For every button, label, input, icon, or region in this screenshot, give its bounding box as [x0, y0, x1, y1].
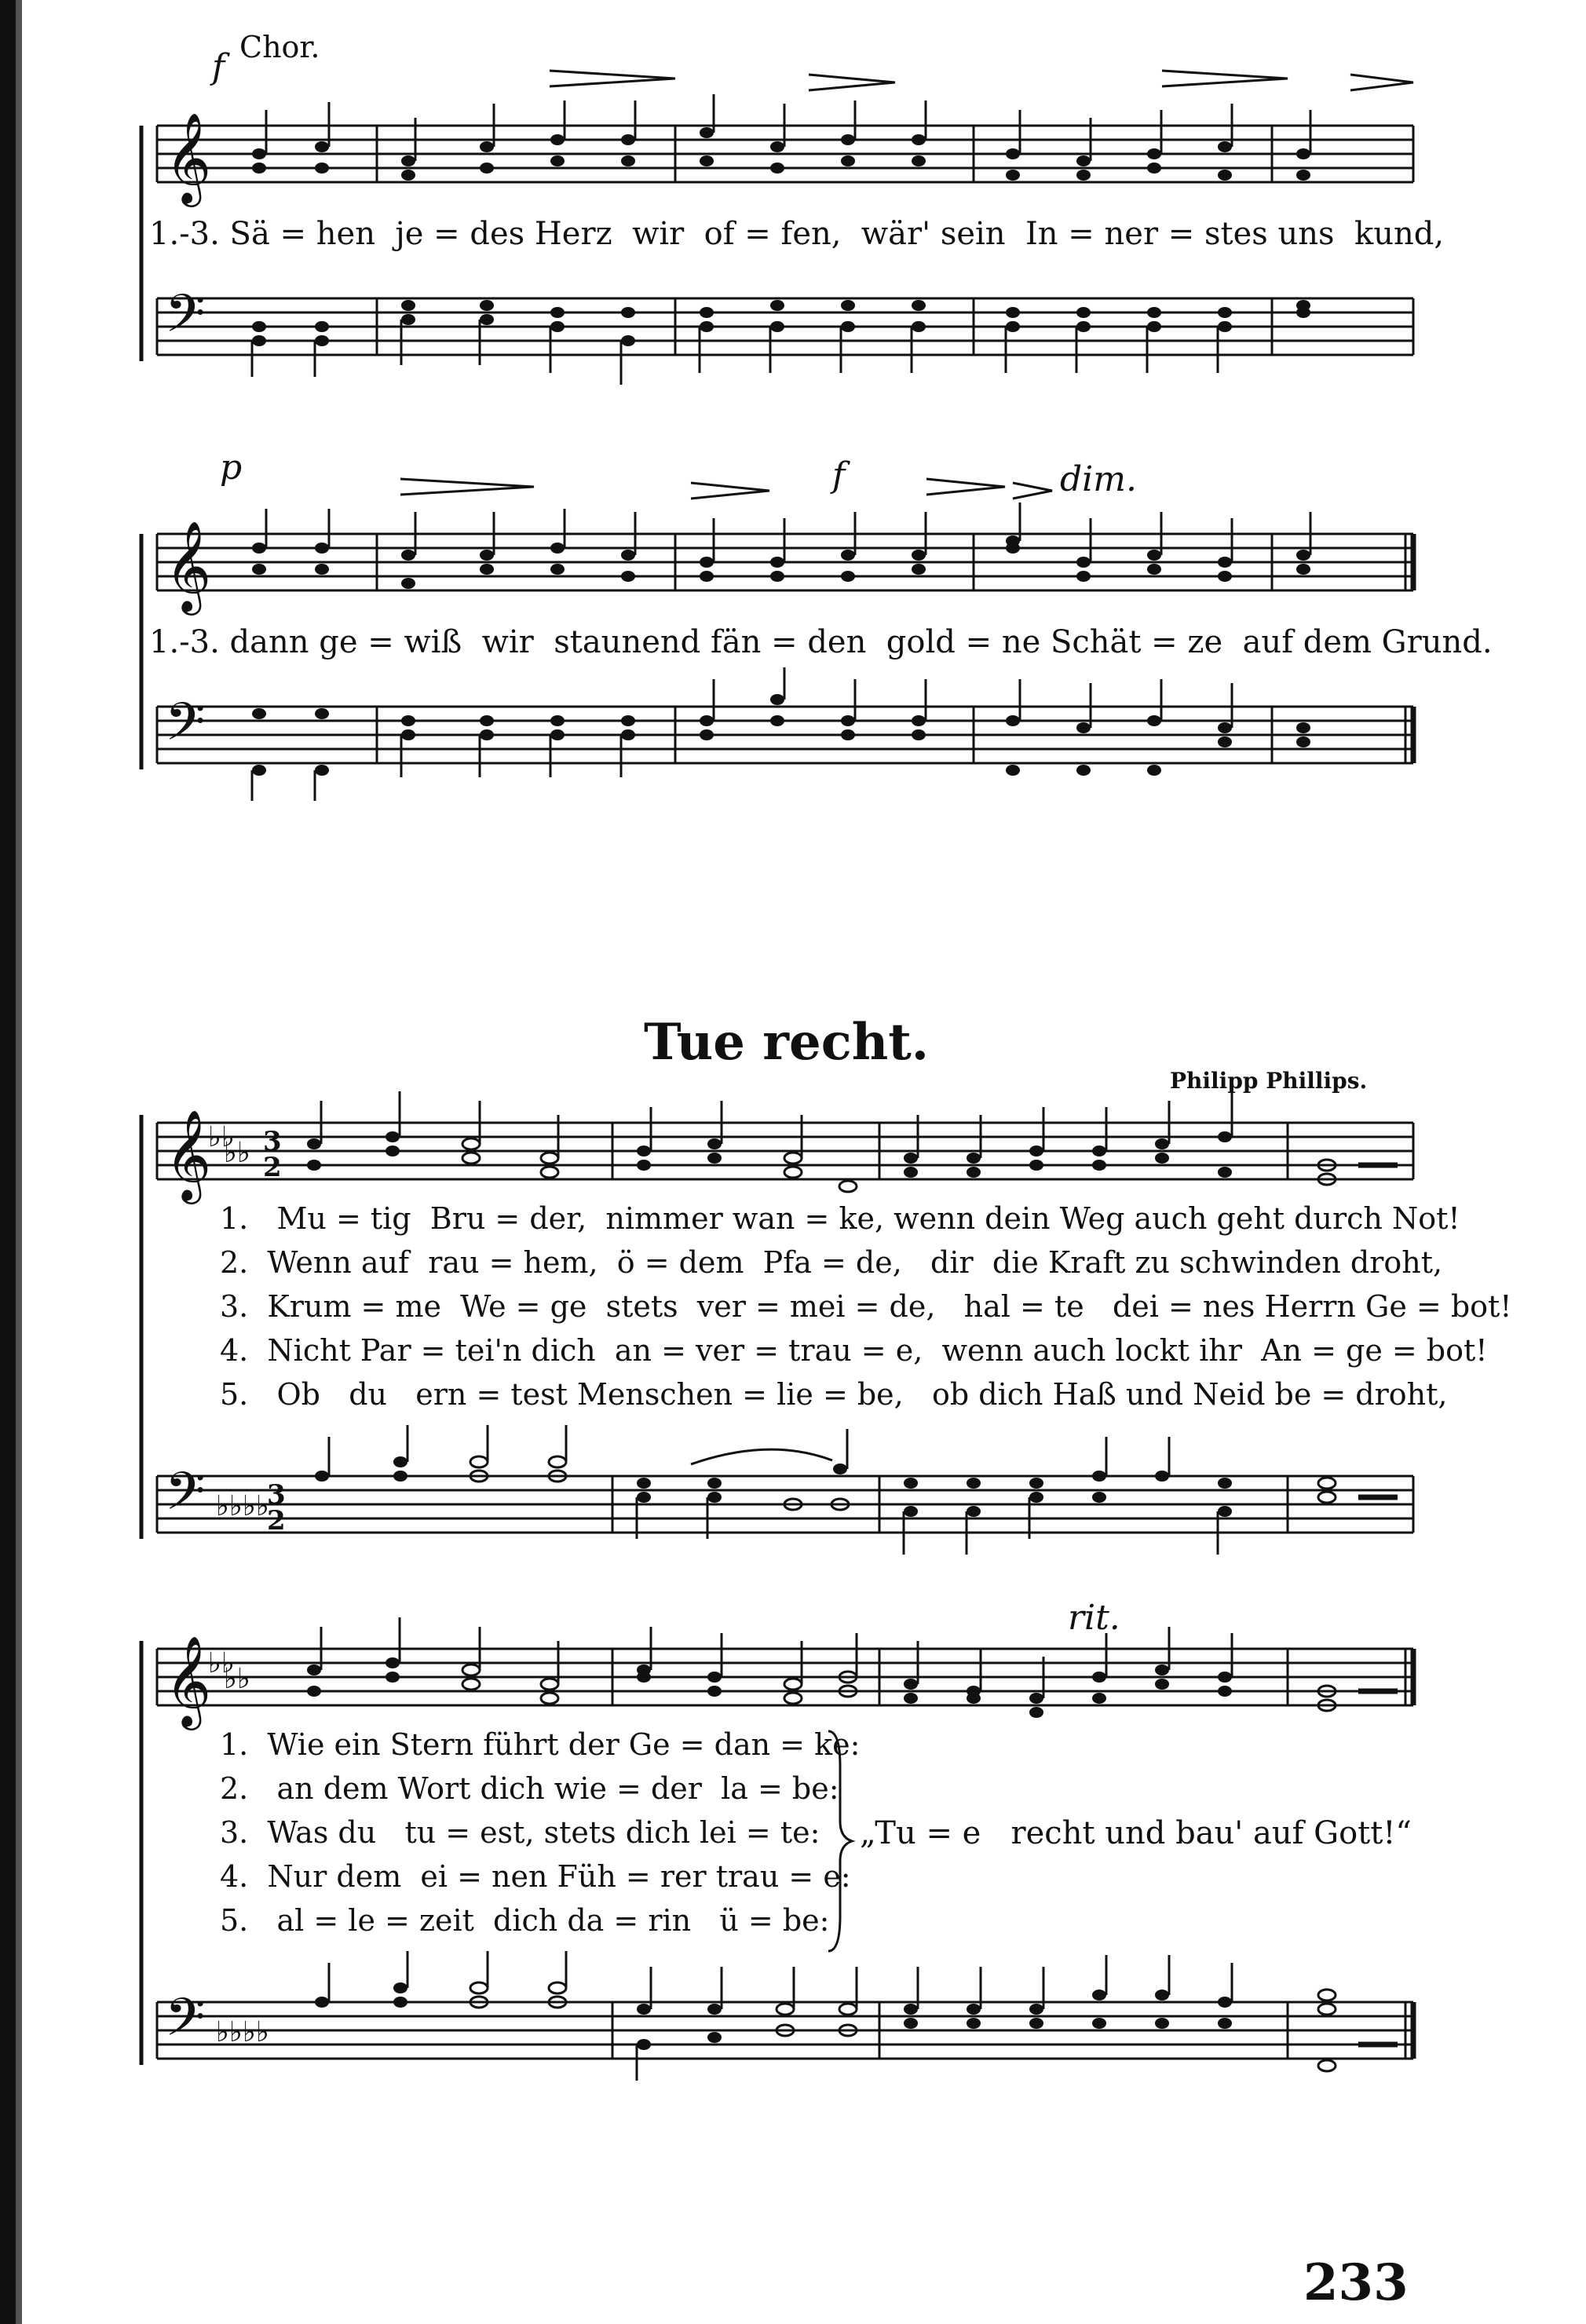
- treble-staff-3: [141, 1091, 1429, 1201]
- verse-brace: [824, 1727, 856, 1963]
- page-scan-edge: [0, 0, 16, 2324]
- bass-staff-4: [141, 1971, 1429, 2096]
- song-title: Tue recht.: [644, 1013, 930, 1072]
- flat-icon: ♭♭: [208, 1121, 235, 1153]
- flat-icon-4: ♭♭: [208, 1647, 235, 1679]
- treble-staff-2: [141, 502, 1429, 612]
- dynamic-forte: f: [212, 47, 225, 87]
- system-bracket-3: [133, 1115, 149, 1617]
- flat-icon-5: ♭♭: [224, 1663, 250, 1695]
- verse-line: 1. Mu = tig Bru = der, nimmer wan = ke, wenn dein Weg auch geht durch Not!: [220, 1201, 1460, 1236]
- lyric-line-2: 1.-3. dann ge = wiß wir staunend fän = den gold = ne Schät = ze auf dem Grund.: [149, 624, 1493, 660]
- music-system-3: [141, 1083, 1512, 1586]
- refrain-text: „Tu = e recht und bau' auf Gott!“: [860, 1815, 1412, 1851]
- system-bracket-1: [133, 126, 149, 424]
- verse-line: 3. Was du tu = est, stets dich lei = te:: [220, 1815, 820, 1850]
- dynamic-ritardando: rit.: [1068, 1598, 1120, 1638]
- verse-line: 2. an dem Wort dich wie = der la = be:: [220, 1771, 839, 1806]
- dynamic-dim: dim.: [1060, 459, 1137, 499]
- treble-clef-icon-4: 𝄞: [165, 1635, 212, 1727]
- verse-line: 4. Nur dem ei = nen Füh = rer trau = e:: [220, 1859, 851, 1894]
- page-number: 233: [1303, 2253, 1409, 2312]
- verse-line: 2. Wenn auf rau = hem, ö = dem Pfa = de, dir die Kraft zu schwinden droht,: [220, 1245, 1443, 1280]
- flat-icon-3: ♭♭♭♭: [216, 1490, 269, 1522]
- flat-icon-6: ♭♭♭♭: [216, 2016, 269, 2048]
- dynamic-piano: p: [220, 448, 243, 488]
- verse-line: 3. Krum = me We = ge stets ver = mei = de, hal = te dei = nes Herrn Ge = bot!: [220, 1289, 1512, 1324]
- verse-block-1: [220, 1201, 1512, 1421]
- music-system-4: [141, 1598, 1429, 2112]
- time-sig-top: 3: [263, 1126, 282, 1157]
- dynamic-forte-2: f: [832, 455, 846, 495]
- bass-staff-3: [141, 1445, 1429, 1570]
- bass-staff-1: [141, 267, 1429, 377]
- treble-staff-4: [141, 1617, 1429, 1727]
- verse-line: 5. al = le = zeit dich da = rin ü = be:: [220, 1903, 830, 1938]
- treble-staff-1: [141, 94, 1429, 204]
- time-sig-top-bass: 3: [267, 1479, 286, 1511]
- system-bracket-2: [133, 534, 149, 832]
- page-scan-shadow: [16, 0, 22, 2324]
- lyric-line-1: 1.-3. Sä = hen je = des Herz wir of = fen, wär' sein In = ner = stes uns kund,: [149, 216, 1445, 252]
- treble-clef-icon-2: 𝄞: [165, 520, 212, 612]
- verse-line: 1. Wie ein Stern führt der Ge = dan = ke:: [220, 1727, 861, 1762]
- verse-line: 5. Ob du ern = test Menschen = lie = be, ob dich Haß und Neid be = droht,: [220, 1377, 1448, 1412]
- music-system-2: [141, 440, 1493, 848]
- music-system-1: [141, 30, 1445, 424]
- verse-block-2: [220, 1727, 860, 1947]
- system-bracket-4: [133, 1641, 149, 2143]
- bass-clef-icon-4: 𝄢: [165, 1987, 206, 2060]
- verse-line: 4. Nicht Par = tei'n dich an = ver = trau = e, wenn auch lockt ihr An = ge = bot!: [220, 1333, 1488, 1368]
- bass-clef-icon-3: 𝄢: [165, 1461, 206, 1534]
- treble-clef-icon: 𝄞: [165, 111, 212, 203]
- bass-clef-icon: 𝄢: [165, 283, 206, 356]
- composer-name: Philipp Phillips.: [1170, 1068, 1368, 1094]
- chorus-label: Chor.: [239, 30, 320, 64]
- time-sig-bottom: 2: [263, 1152, 282, 1183]
- bass-staff-2: [141, 675, 1429, 801]
- flat-icon-2: ♭♭: [224, 1137, 250, 1169]
- time-sig-bottom-bass: 2: [267, 1505, 286, 1537]
- treble-clef-icon-3: 𝄞: [165, 1109, 212, 1200]
- bass-clef-icon-2: 𝄢: [165, 692, 206, 765]
